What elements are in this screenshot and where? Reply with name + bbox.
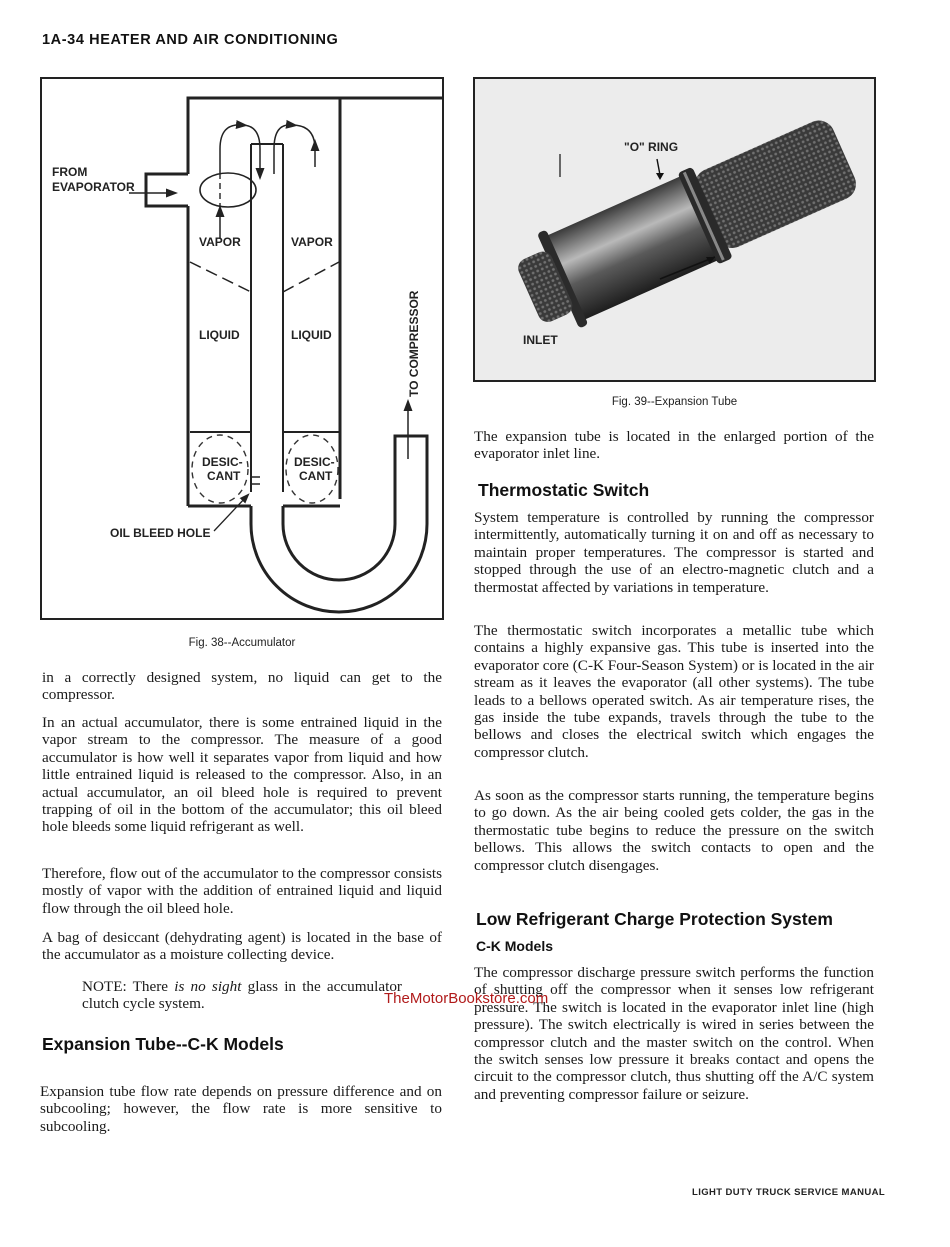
label-from: FROM <box>52 165 88 179</box>
right-paragraph-4: As soon as the compressor starts running, the temperature begins to go down. As the air being cooled gets colder, the gas in the thermostatic tube begins to reduce the pressure on the switch bellows. This allows the switch contacts to open and the compressor clutch disengages. <box>474 787 874 874</box>
label-desiccant-right-2: CANT <box>299 469 333 483</box>
footer-manual-title: LIGHT DUTY TRUCK SERVICE MANUAL <box>692 1187 886 1198</box>
right-paragraph-2: System temperature is controlled by running the compressor intermittently, automatically turning it on and off as necessary to maintain proper temperatures. The compressor is started and stopped through the use of an electro-magnetic clutch and a thermostat affected by variations in temperature. <box>474 509 874 596</box>
left-paragraph-4: A bag of desiccant (dehydrating agent) is located in the base of the accumulator as a moisture collecting device. <box>42 929 442 964</box>
watermark: TheMotorBookstore.com <box>384 990 549 1007</box>
left-paragraph-5: Expansion tube flow rate depends on pressure difference and on subcooling; however, the flow rate is more sensitive to subcooling. <box>40 1083 442 1135</box>
label-desiccant-left-2: CANT <box>207 469 241 483</box>
expansion-tube-illustration <box>475 79 874 380</box>
deflector-ellipse <box>200 173 256 207</box>
oil-bleed-pointer <box>214 497 246 531</box>
right-paragraph-5: The compressor discharge pressure switch performs the function of shutting off the compressor when it senses low refrigerant pressure. The switch is located in the evaporator inlet line (high pressure). The switch electrically is wired in series between the compressor clutch and the master switch on the control. When the switch senses low pressure it breaks contact and opens the circuit to the compressor clutch, thus shutting off the A/C system and preventing compressor failure or seizure. <box>474 964 874 1103</box>
subheading-ck-models: C-K Models <box>476 938 553 954</box>
label-desiccant-right-1: DESIC- <box>294 455 335 469</box>
label-oil-bleed-hole: OIL BLEED HOLE <box>110 526 211 540</box>
heading-low-refrigerant: Low Refrigerant Charge Protection System <box>476 909 833 929</box>
figure-38-caption: Fig. 38--Accumulator <box>188 637 296 649</box>
running-head: 1A-34 HEATER AND AIR CONDITIONING <box>42 32 339 48</box>
figure-39-caption: Fig. 39--Expansion Tube <box>611 396 738 408</box>
oil-bleed-hole <box>251 477 260 484</box>
left-paragraph-3: Therefore, flow out of the accumulator to the compressor consists mostly of vapor with the addition of entrained liquid and liquid flow through the oil bleed hole. <box>42 865 442 917</box>
note-suffix: glass in the accumulator clutch cycle system. <box>82 978 402 1013</box>
right-paragraph-3: The thermostatic switch incorporates a metallic tube which contains a highly expansive gas. This tube is inserted into the evaporator core (C-K Four-Season System) or is located in the air stream as it leaves the evaporator (all other systems). The tube leads to a bellows operated switch. As air temperature rises, the gas inside the tube expands, travels through the tube to the bellows and closes the electrical switch which engages the compressor clutch. <box>474 622 874 761</box>
figure-39-expansion-tube <box>473 77 876 382</box>
note-prefix: NOTE: There <box>82 978 175 995</box>
flow-arrow-1 <box>220 125 242 173</box>
note-paragraph <box>82 978 402 1013</box>
note-emphasis: is no sight <box>174 978 242 995</box>
inlet-pipe <box>146 174 188 206</box>
accumulator-diagram <box>42 79 442 618</box>
left-paragraph-1: in a correctly designed system, no liquid can get to the compressor. <box>42 669 442 704</box>
label-to-compressor: TO COMPRESSOR <box>407 290 421 397</box>
label-evaporator: EVAPORATOR <box>52 180 135 194</box>
label-liquid-left: LIQUID <box>199 328 240 342</box>
label-desiccant-left-1: DESIC- <box>202 455 243 469</box>
label-o-ring: "O" RING <box>624 140 679 154</box>
label-vapor-right: VAPOR <box>291 235 333 249</box>
heading-thermostatic-switch: Thermostatic Switch <box>478 480 650 500</box>
left-paragraph-2: In an actual accumulator, there is some entrained liquid in the vapor stream to the compressor. The measure of a good accumulator is how well it separates vapor from liquid and how little entrained liquid is released to the compressor. Also, in an actual accumulator, an oil bleed hole is required to prevent trapping of oil in the bottom of the accumulator; this oil bleed hole bleeds some liquid refrigerant as well. <box>42 714 442 836</box>
label-inlet: INLET <box>523 333 558 347</box>
right-paragraph-1: The expansion tube is located in the enlarged portion of the evaporator inlet line. <box>474 428 874 463</box>
heading-expansion-tube: Expansion Tube--C-K Models <box>42 1034 284 1054</box>
label-liquid-right: LIQUID <box>291 328 332 342</box>
label-vapor-left: VAPOR <box>199 235 241 249</box>
figure-38-accumulator <box>40 77 444 620</box>
